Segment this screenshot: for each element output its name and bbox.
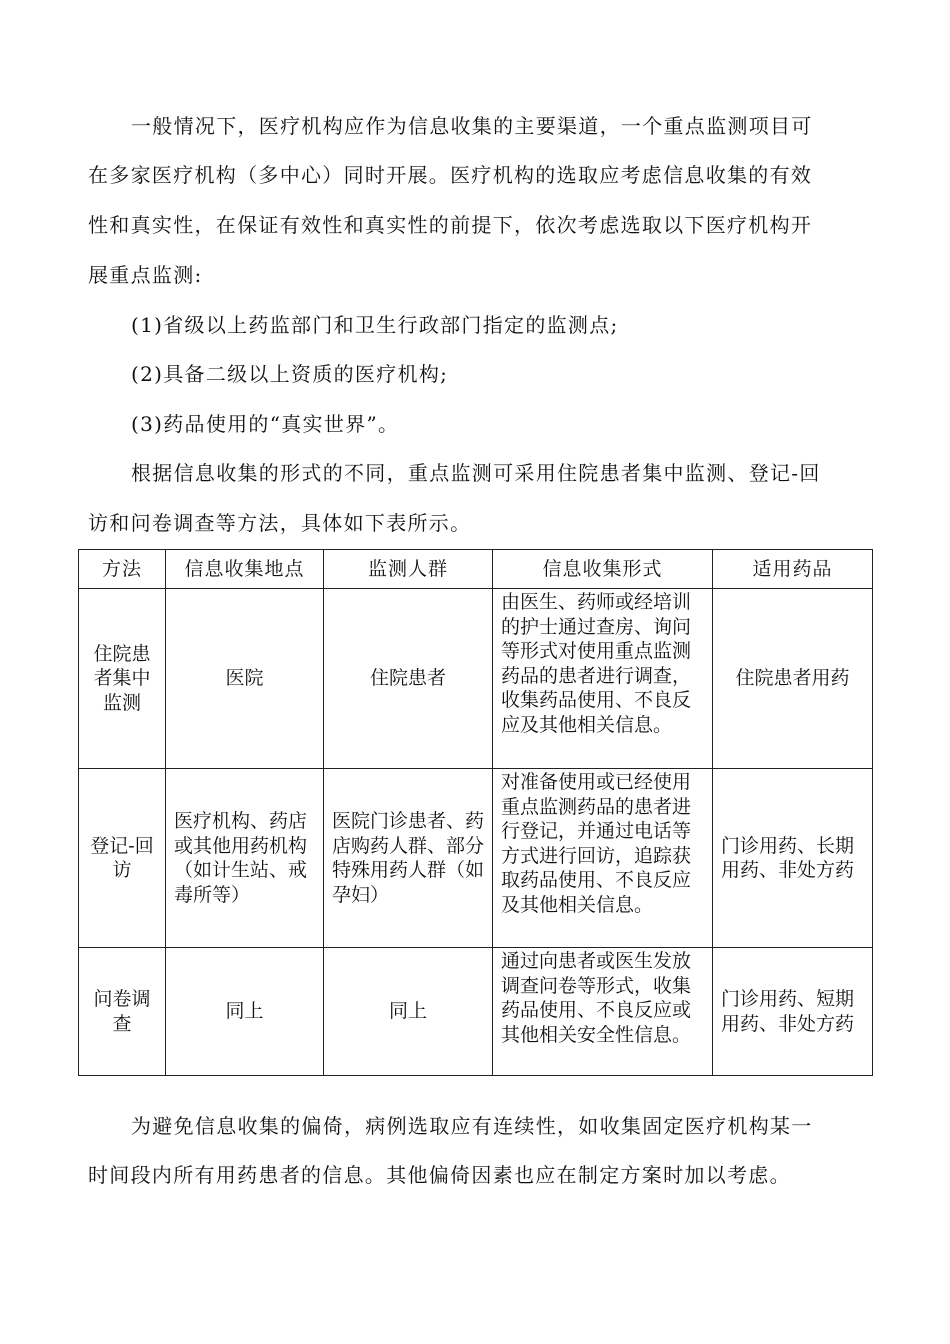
cell-location: 医院 xyxy=(166,589,324,769)
cell-method: 登记-回访 xyxy=(79,769,166,948)
header-method: 方法 xyxy=(79,550,166,589)
cell-form: 由医生、药师或经培训的护士通过查房、询问等形式对使用重点监测药品的患者进行调查，收集药品使用、不良反应及其他相关信息。 xyxy=(493,589,713,769)
paragraph-1-line-1: 一般情况下，医疗机构应作为信息收集的主要渠道，一个重点监测项目可 xyxy=(131,114,813,138)
cell-location: 医疗机构、药店或其他用药机构（如计生站、戒毒所等） xyxy=(166,769,324,948)
header-population: 监测人群 xyxy=(324,550,493,589)
paragraph-2-line-2: 访和问卷调查等方法，具体如下表所示。 xyxy=(88,511,472,535)
table-row xyxy=(79,589,873,769)
header-form: 信息收集形式 xyxy=(493,550,713,589)
cell-location: 同上 xyxy=(166,948,324,1076)
table-row xyxy=(79,948,873,1076)
paragraph-1-line-4: 展重点监测: xyxy=(88,263,203,287)
cell-drugs: 门诊用药、短期用药、非处方药 xyxy=(713,948,873,1076)
list-item-3: (3)药品使用的“真实世界”。 xyxy=(131,412,400,436)
cell-method: 问卷调查 xyxy=(79,948,166,1076)
header-location: 信息收集地点 xyxy=(166,550,324,589)
cell-form: 通过向患者或医生发放调查问卷等形式，收集药品使用、不良反应或其他相关安全性信息。 xyxy=(493,948,713,1076)
cell-population: 医院门诊患者、药店购药人群、部分特殊用药人群（如孕妇） xyxy=(324,769,493,948)
list-item-2: (2)具备二级以上资质的医疗机构; xyxy=(131,362,449,386)
paragraph-3-line-2: 时间段内所有用药患者的信息。其他偏倚因素也应在制定方案时加以考虑。 xyxy=(88,1163,791,1187)
header-drugs: 适用药品 xyxy=(713,550,873,589)
monitoring-methods-table xyxy=(78,549,873,1076)
paragraph-2-line-1: 根据信息收集的形式的不同，重点监测可采用住院患者集中监测、登记-回 xyxy=(131,461,821,485)
cell-population: 住院患者 xyxy=(324,589,493,769)
cell-population: 同上 xyxy=(324,948,493,1076)
cell-drugs: 住院患者用药 xyxy=(713,589,873,769)
paragraph-3-line-1: 为避免信息收集的偏倚，病例选取应有连续性，如收集固定医疗机构某一 xyxy=(131,1114,813,1138)
paragraph-1-line-2: 在多家医疗机构（多中心）同时开展。医疗机构的选取应考虑信息收集的有效 xyxy=(88,163,813,187)
list-item-1: (1)省级以上药监部门和卫生行政部门指定的监测点; xyxy=(131,313,619,337)
table-header-row xyxy=(79,550,873,589)
cell-method: 住院患者集中监测 xyxy=(79,589,166,769)
cell-form: 对准备使用或已经使用重点监测药品的患者进行登记，并通过电话等方式进行回访，追踪获取药品使用、不良反应及其他相关信息。 xyxy=(493,769,713,948)
table-row xyxy=(79,769,873,948)
cell-drugs: 门诊用药、长期用药、非处方药 xyxy=(713,769,873,948)
paragraph-1-line-3: 性和真实性，在保证有效性和真实性的前提下，依次考虑选取以下医疗机构开 xyxy=(88,213,813,237)
